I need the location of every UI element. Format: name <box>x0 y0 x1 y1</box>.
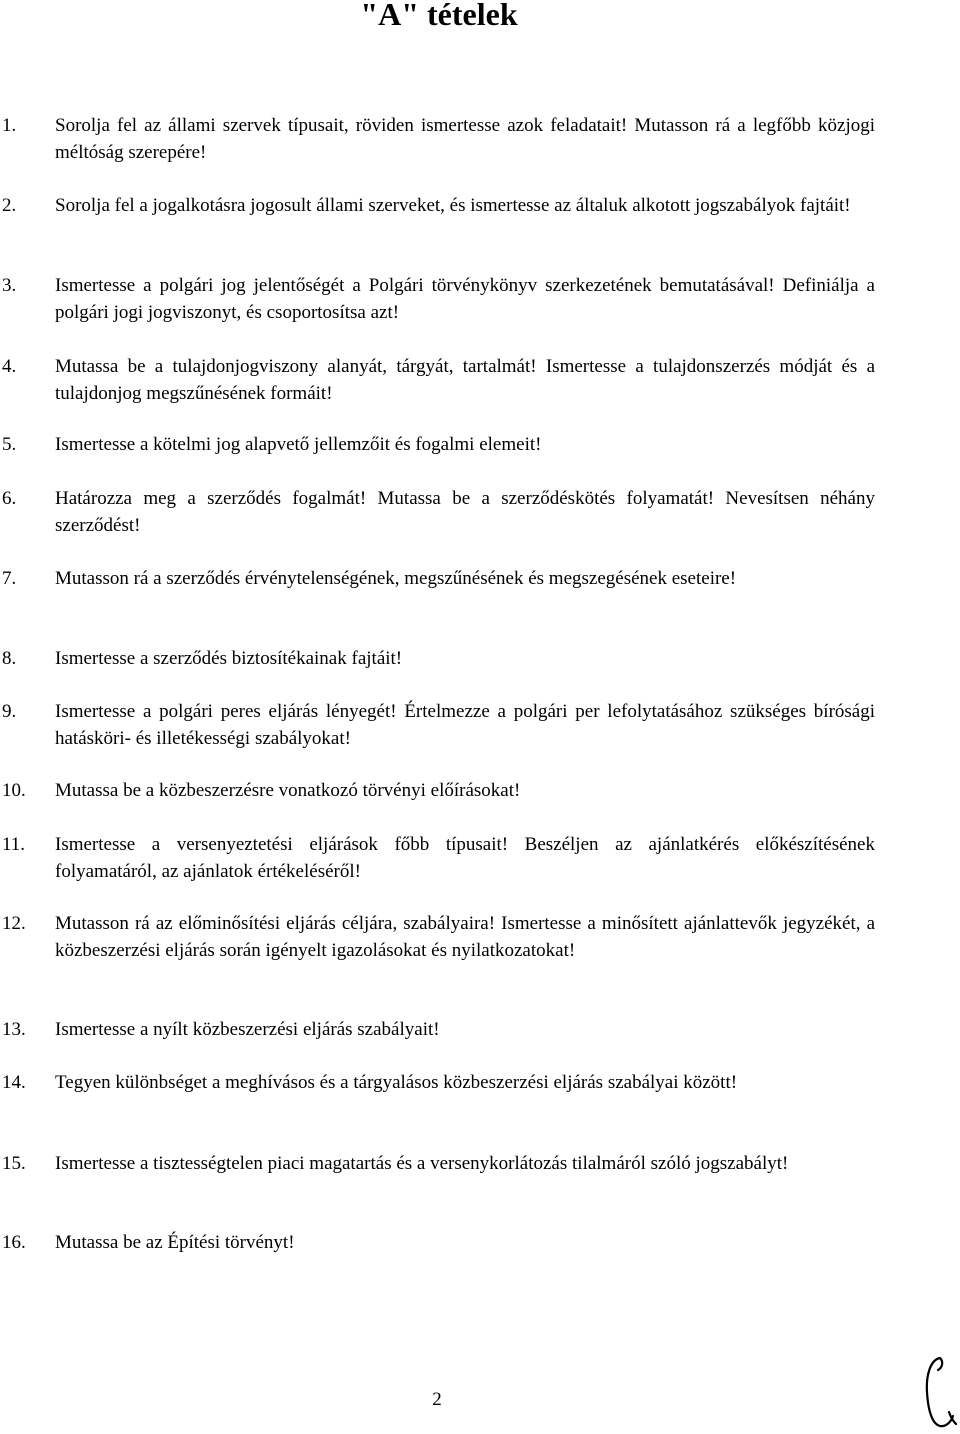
item-number: 15. <box>2 1153 26 1174</box>
item-text: Mutassa be a közbeszerzésre vonatkozó törvényi előírásokat! <box>55 780 521 801</box>
item-number: 6. <box>2 488 17 509</box>
item-number: 3. <box>2 275 17 296</box>
item-text: Mutasson rá az előminősítési eljárás céljára, szabályaira! Ismertesse a minősített ajánlattevők jegyzékét, a közbeszerzési eljárás során igényelt igazolásokat és nyilatkozatokat! <box>55 913 875 961</box>
item-text: Ismertesse a versenyeztetési eljárások főbb típusait! Beszéljen az ajánlatkérés előkészítésének folyamatáról, az ajánlatok értékeléséről! <box>55 834 875 882</box>
item-text: Mutasson rá a szerződés érvénytelenségének, megszűnésének és megszegésének eseteire! <box>55 568 737 589</box>
item-text: Ismertesse a nyílt közbeszerzési eljárás szabályait! <box>55 1019 440 1040</box>
item-number: 9. <box>2 701 17 722</box>
item-number: 5. <box>2 434 17 455</box>
item-text: Ismertesse a tisztességtelen piaci magatartás és a versenykorlátozás tilalmáról szóló jogszabályt! <box>55 1153 789 1174</box>
item-text: Ismertesse a polgári jog jelentőségét a Polgári törvénykönyv szerkezetének bemutatásával! Definiálja a polgári jogi jogviszonyt, és csoportosítsa azt! <box>55 275 875 323</box>
item-text: Ismertesse a kötelmi jog alapvető jellemzőit és fogalmi elemeit! <box>55 434 542 455</box>
item-number: 16. <box>2 1232 26 1253</box>
page-number: 2 <box>432 1389 442 1410</box>
item-number: 7. <box>2 568 17 589</box>
signature-mark <box>918 1352 958 1432</box>
item-text: Ismertesse a polgári peres eljárás lényegét! Értelmezze a polgári per lefolytatásához szükséges bírósági hatásköri- és illetékességi szabályokat! <box>55 701 875 749</box>
item-text: Ismertesse a szerződés biztosítékainak fajtáit! <box>55 648 403 669</box>
item-number: 14. <box>2 1072 26 1093</box>
item-number: 4. <box>2 356 17 377</box>
item-text: Tegyen különbséget a meghívásos és a tárgyalásos közbeszerzési eljárás szabályai között! <box>55 1072 738 1093</box>
item-number: 2. <box>2 195 17 216</box>
item-text: Határozza meg a szerződés fogalmát! Mutassa be a szerződéskötés folyamatát! Nevesítsen néhány szerződést! <box>55 488 875 536</box>
item-number: 1. <box>2 115 17 136</box>
item-number: 8. <box>2 648 17 669</box>
item-number: 11. <box>2 834 26 855</box>
item-text: Sorolja fel a jogalkotásra jogosult állami szerveket, és ismertesse az általuk alkotott jogszabályok fajtáit! <box>55 195 851 216</box>
page-title: "A" tételek <box>360 0 518 32</box>
item-text: Mutassa be a tulajdonjogviszony alanyát, tárgyát, tartalmát! Ismertesse a tulajdonszerzés módját és a tulajdonjog megszűnésének formáit! <box>55 356 875 404</box>
item-number: 13. <box>2 1019 26 1040</box>
item-text: Mutassa be az Építési törvényt! <box>55 1232 295 1253</box>
item-number: 10. <box>2 780 26 801</box>
item-number: 12. <box>2 913 26 934</box>
item-text: Sorolja fel az állami szervek típusait, röviden ismertesse azok feladatait! Mutasson rá a legfőbb közjogi méltóság szerepére! <box>55 115 875 163</box>
